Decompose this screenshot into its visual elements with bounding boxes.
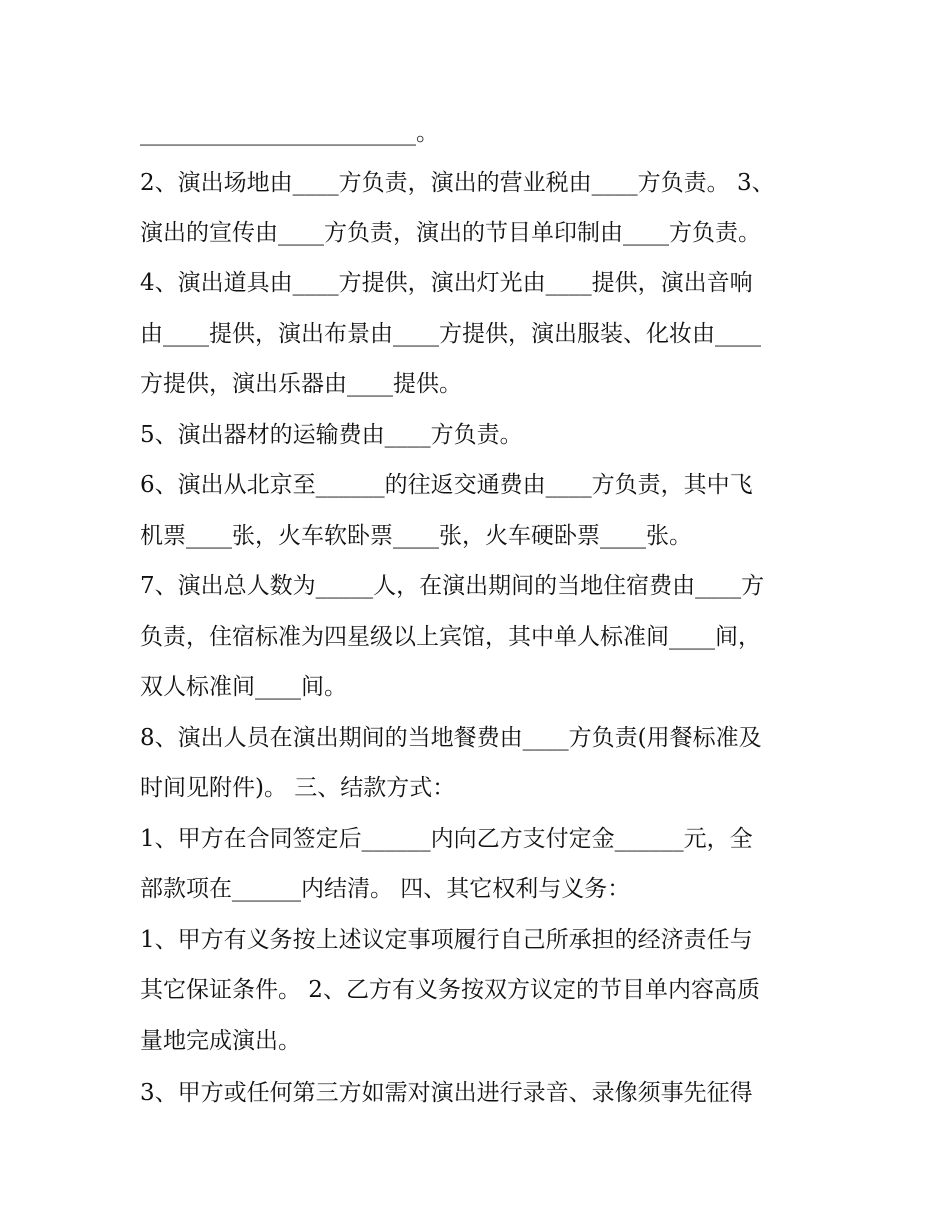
text-line: 5、演出器材的运输费由____方负责。 [140,422,523,448]
text-line: 2、演出场地由____方负责，演出的营业税由____方负责。 3、 [140,170,775,196]
text-line: 7、演出总人数为_____人，在演出期间的当地住宿费由____方 [140,573,765,599]
text-line: 演出的宣传由____方负责，演出的节目单印制由____方负责。 [140,220,761,246]
text-line: 部款项在______内结清。 四、其它权利与义务： [140,876,631,902]
text-line: 1、甲方在合同签定后______内向乙方支付定金______元，全 [140,826,753,852]
text-line: 4、演出道具由____方提供，演出灯光由____提供，演出音响 [140,270,753,296]
text-line: 方提供，演出乐器由____提供。 [140,371,462,397]
text-line: 8、演出人员在演出期间的当地餐费由____方负责(用餐标准及 [140,725,762,751]
text-line: 负责，住宿标准为四星级以上宾馆，其中单人标准间____间， [140,624,761,650]
text-line: 时间见附件)。 三、结款方式： [140,775,456,801]
text-line: 1、甲方有义务按上述议定事项履行自己所承担的经济责任与 [140,927,753,953]
text-line: 双人标准间____间。 [140,674,347,700]
text-line: ________________________。 [140,120,439,146]
text-line: 量地完成演出。 [140,1028,301,1054]
text-line: 机票____张，火车软卧票____张，火车硬卧票____张。 [140,523,692,549]
text-line: 3、甲方或任何第三方如需对演出进行录音、录像须事先征得 [140,1080,753,1106]
text-line: 其它保证条件。 2、乙方有义务按双方议定的节目单内容高质 [140,977,760,1003]
text-line: 6、演出从北京至______的往返交通费由____方负责，其中飞 [140,472,753,498]
text-line: 由____提供，演出布景由____方提供，演出服装、化妆由____ [140,321,761,347]
